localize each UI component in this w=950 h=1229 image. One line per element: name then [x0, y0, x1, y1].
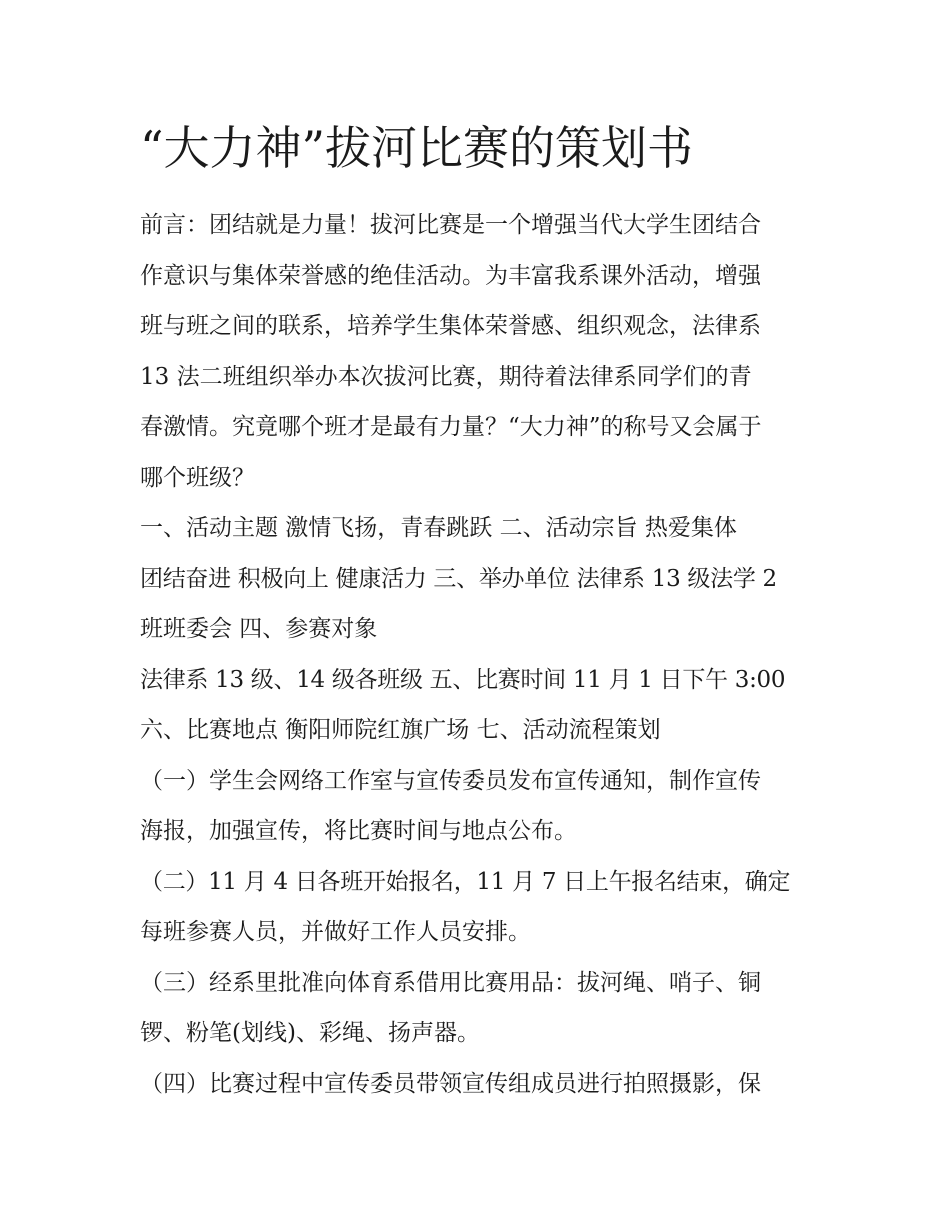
text-line: 13 法二班组织举办本次拔河比赛，期待着法律系同学们的青: [140, 363, 752, 390]
text-line: （一）学生会网络工作室与宣传委员发布宣传通知，制作宣传: [140, 767, 761, 794]
text-line: 春激情。究竟哪个班才是最有力量？“大力神”的称号又会属于: [140, 414, 762, 440]
text-line: 六、比赛地点 衡阳师院红旗广场 七、活动流程策划: [140, 717, 661, 743]
text-line: 作意识与集体荣誉感的绝佳活动。为丰富我系课外活动，增强: [140, 262, 761, 289]
text-line: 前言：团结就是力量！拔河比赛是一个增强当代大学生团结合: [140, 212, 761, 238]
document-body: [140, 200, 820, 1109]
text-line: （三）经系里批准向体育系借用比赛用品：拔河绳、哨子、铜: [140, 969, 761, 996]
text-line: 锣、粉笔(划线)、彩绳、扬声器。: [140, 1020, 480, 1046]
text-line: 每班参赛人员，并做好工作人员安排。: [140, 919, 531, 945]
text-line: 班与班之间的联系，培养学生集体荣誉感、组织观念，法律系: [140, 313, 761, 339]
text-line: （二）11 月 4 日各班开始报名，11 月 7 日上午报名结束，确定: [140, 868, 791, 895]
text-line: 哪个班级？: [140, 464, 255, 491]
document-title: “大力神”拔河比赛的策划书: [140, 121, 694, 175]
text-line: 海报，加强宣传，将比赛时间与地点公布。: [140, 818, 577, 844]
text-line: 一、活动主题 激情飞扬，青春跳跃 二、活动宗旨 热爱集体: [140, 515, 737, 541]
text-line: （四）比赛过程中宣传委员带领宣传组成员进行拍照摄影，保: [140, 1070, 761, 1097]
text-line: 法律系 13 级、14 级各班级 五、比赛时间 11 月 1 日下午 3:00: [140, 666, 786, 693]
text-line: 班班委会 四、参赛对象: [140, 616, 378, 642]
text-line: 团结奋进 积极向上 健康活力 三、举办单位 法律系 13 级法学 2: [140, 565, 777, 592]
